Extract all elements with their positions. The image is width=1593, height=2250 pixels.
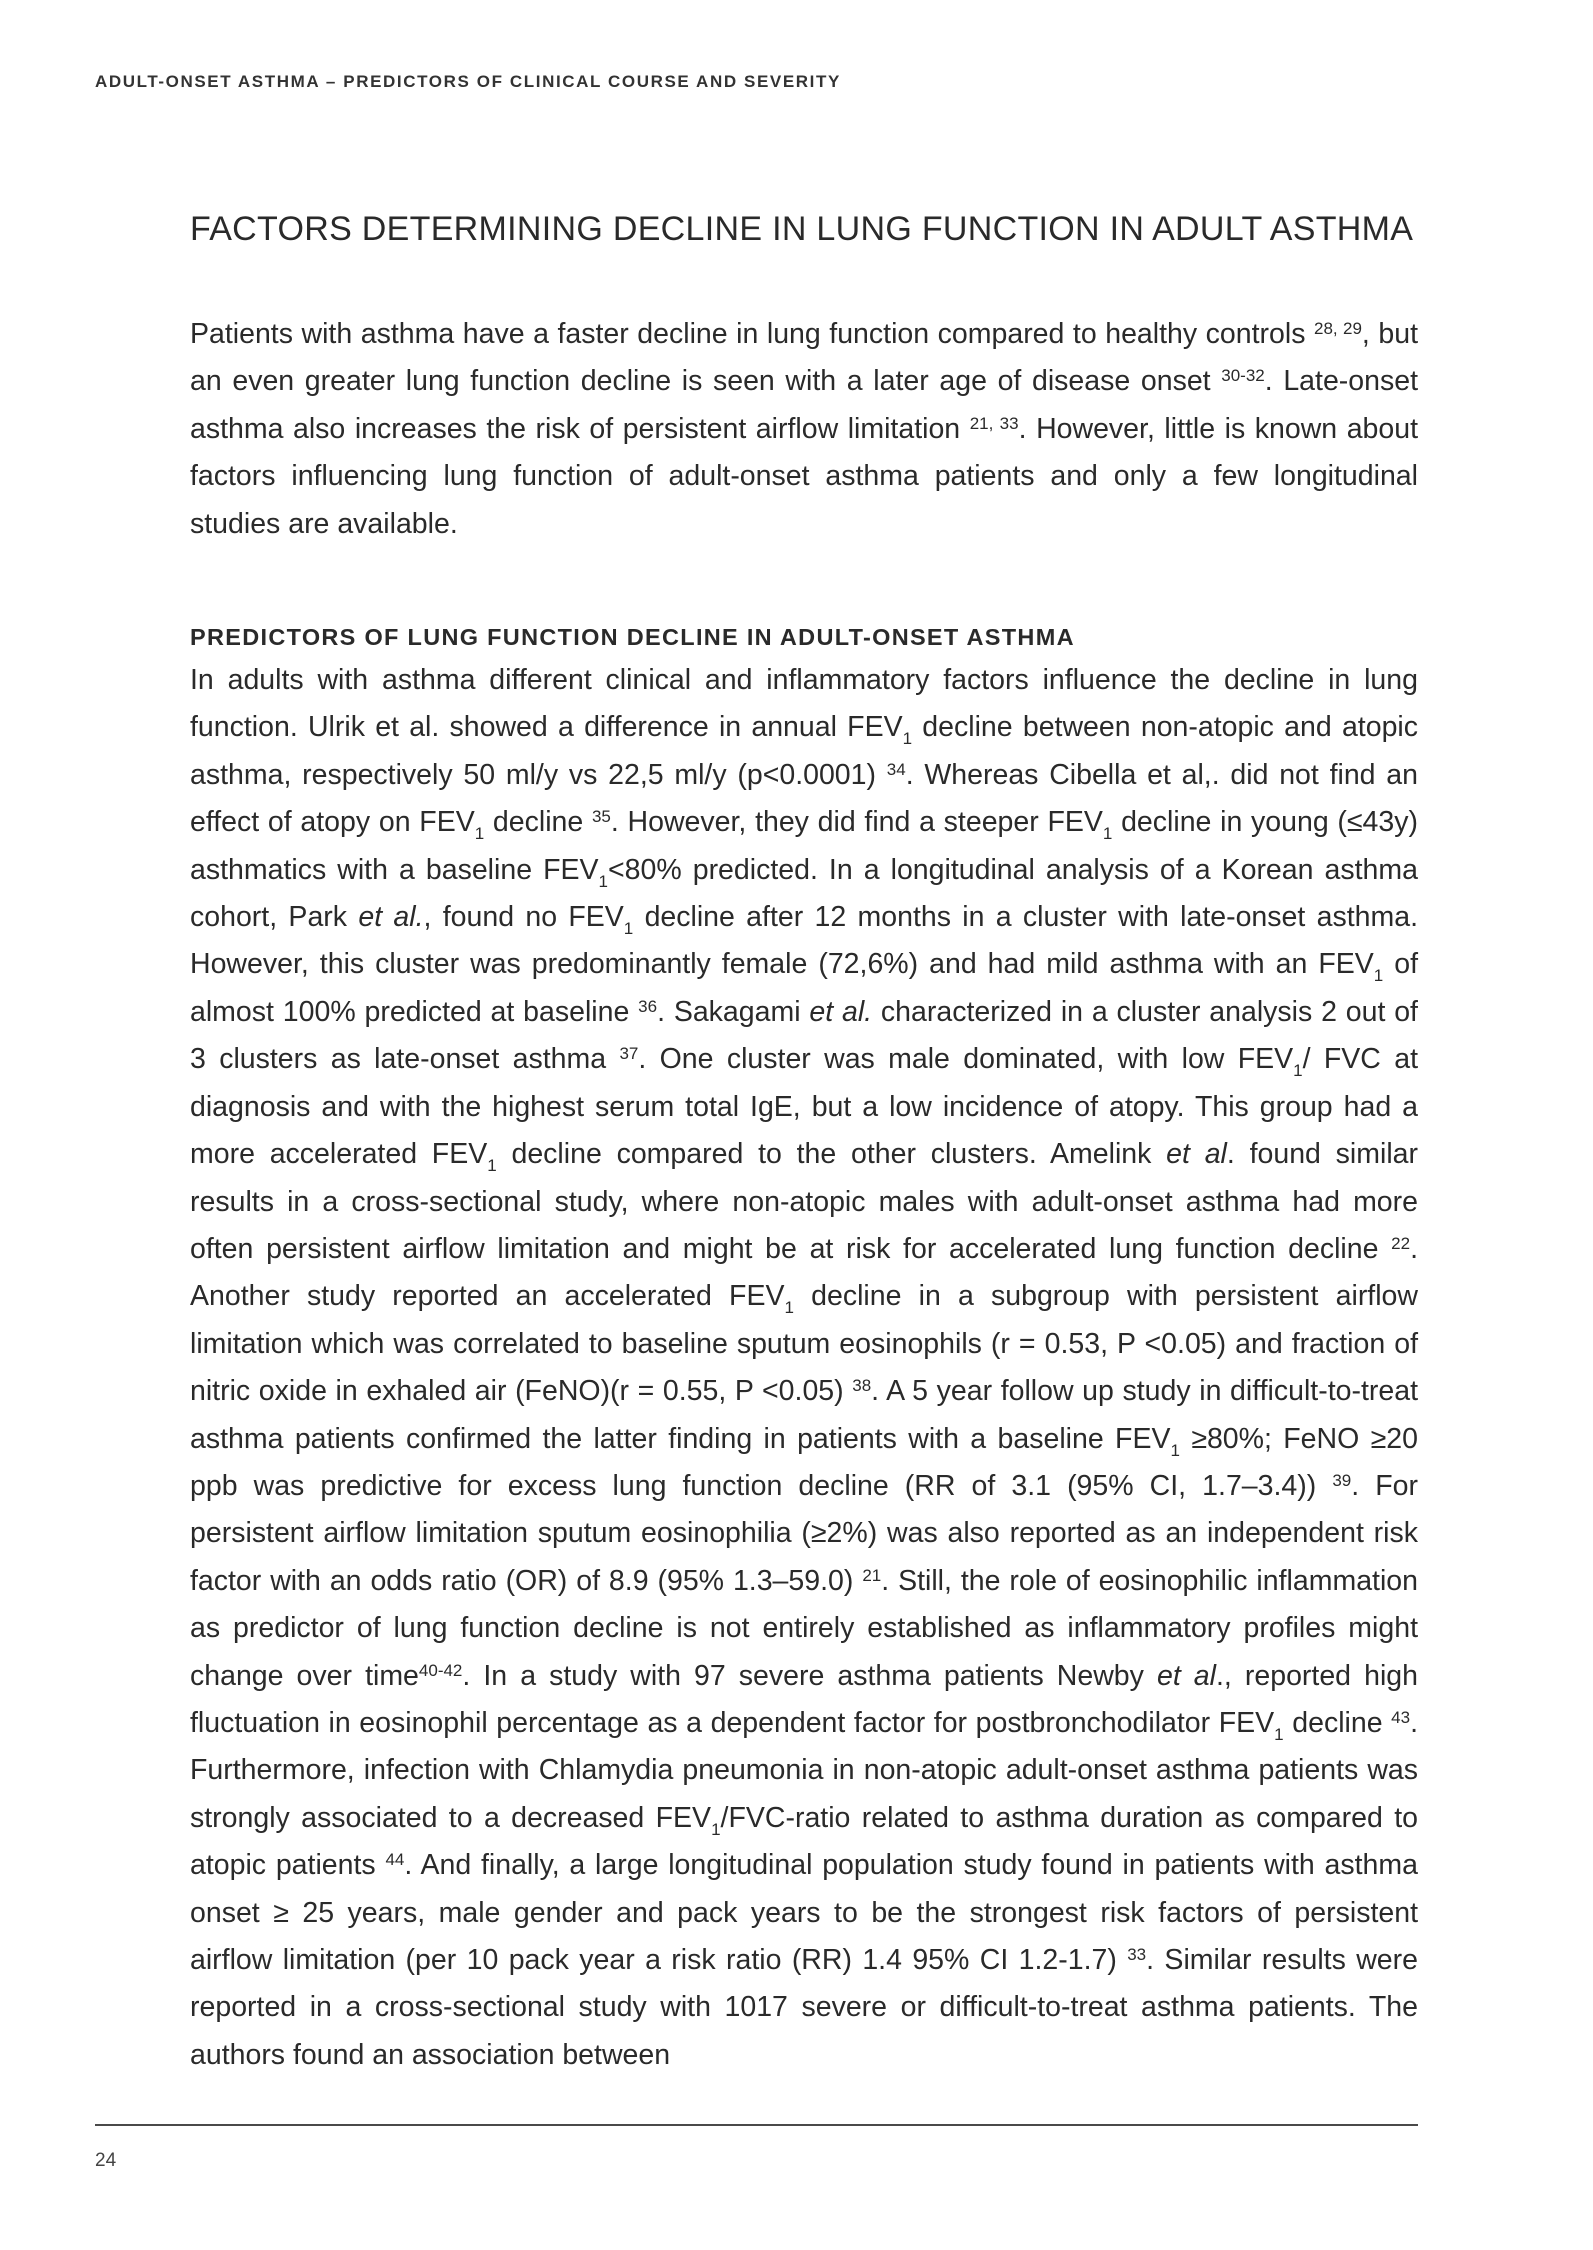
intro-paragraph: Patients with asthma have a faster decline in lung function compared to healthy controls $^{28, 29}$, but an even greater lung function decline is seen with a later age of disease onset $^{30-32}$. Late-onset asthma also increases the risk of persistent airflow limitation $^{21, 33}$. However, little is known about factors influencing lung function of adult-onset asthma patients and only a few longitudinal studies are available. xyxy=(190,318,1419,540)
citation-ref: 37 xyxy=(619,1044,639,1064)
subscript: 1 xyxy=(784,1298,794,1318)
citation-ref: 34 xyxy=(886,759,906,779)
citation-ref: 36 xyxy=(638,996,658,1016)
subscript: 1 xyxy=(474,824,485,844)
italic-text: et al xyxy=(1166,1138,1227,1171)
page-content xyxy=(190,190,1418,2079)
subscript: 1 xyxy=(1102,824,1113,844)
subscript: 1 xyxy=(711,1819,721,1839)
citation-ref: 33 xyxy=(1127,1945,1147,1964)
subscript: 1 xyxy=(902,729,913,749)
footer-divider xyxy=(95,2124,1418,2126)
italic-text: et al. xyxy=(809,995,873,1028)
citation-ref: 35 xyxy=(591,807,611,827)
subsection-title: PREDICTORS OF LUNG FUNCTION DECLINE IN ADULT-ONSET ASTHMA xyxy=(190,624,1075,651)
subscript: 1 xyxy=(1293,1061,1303,1081)
body-paragraph: In adults with asthma different clinical and inflammatory factors influence the decline in lung function. Ulrik et al. showed a difference in annual $FEV_1$ decline between non-atopic and atopic asthma, respectively 50 ml/y vs 22,5 ml/y (p<0.0001) $^{34}$. Whereas Cibella et al,. did not find an effect of atopy on $FEV_1$ decline $^{35}$. However, they did find a steeper $FEV_1$ decline in young (≤43y) asthmatics with a baseline $FEV_1<80\%$ predicted. In a longitudinal analysis of a Korean asthma cohort, Park et al., found no $FEV_1$ decline after 12 months in a cluster with late-onset asthma. However, this cluster was predominantly female (72,6%) and had mild asthma with an $FEV_1$ of almost 100% predicted at baseline $^{36}$. Sakagami et al. characterized in a cluster analysis 2 out of 3 clusters as late-onset asthma $^{37}$. One cluster was male dominated, with low $FEV_1/$ FVC at diagnosis and with the highest serum total IgE, but a low incidence of atopy. This group had a more accelerated $FEV_1$ decline compared to the other clusters. Amelink et al. found similar results in a cross-sectional study, where non-atopic males with adult-onset asthma had more often persistent airflow limitation and might be at risk for accelerated lung function decline $^{22}$. Another study reported an accelerated $FEV_1$ decline in a subgroup with persistent airflow limitation which was correlated to baseline sputum eosinophils (r = 0.53, P <0.05) and fraction of nitric oxide in exhaled air (FeNO)(r = 0.55, P <0.05) $^{38}$. A 5 year follow up study in difficult-to-treat asthma patients confirmed the latter finding in patients with a baseline $FEV_1 \ge 80\%$; FeNO ≥20 ppb was predictive for excess lung function decline (RR of 3.1 (95% CI, 1.7–3.4)) $^{39}$. For persistent airflow limitation sputum eosinophilia (≥2%) was also reported as an independent risk factor with an odds ratio (OR) of 8.9 (95% 1.3–59.0) $^{21}$. Still, the role of eosinophilic inflammation as predictor of lung function decline is not entirely established as inflammatory profiles might change over time$^{40-42}$. In a study with 97 severe asthma patients Newby et al., reported high fluctuation in eosinophil percentage as a dependent factor for postbronchodilator $FEV_1$ decline $^{43}$. Furthermore, infection with Chlamydia pneumonia in non-atopic adult-onset asthma patients was strongly associated to a decreased $FEV_1/FVC$-ratio related to asthma duration as compared to atopic patients $^{44}$. And finally, a large longitudinal population study found in patients with asthma onset ≥ 25 years, male gender and pack years to be the strongest risk factors of persistent airflow limitation (per 10 pack year a risk ratio (RR) 1.4 95% CI 1.2-1.7) $^{33}$. Similar results were reported in a cross-sectional study with 1017 severe or difficult-to-treat asthma patients. The authors found an association between xyxy=(190,664,1419,2071)
citation-ref: 44 xyxy=(385,1850,405,1870)
running-header: ADULT-ONSET ASTHMA – PREDICTORS OF CLINICAL COURSE AND SEVERITY xyxy=(95,72,841,91)
citation-ref: 21 xyxy=(862,1565,882,1585)
citation-ref: 30-32 xyxy=(1221,366,1265,386)
citation-ref: 43 xyxy=(1391,1707,1411,1727)
italic-text: et al. xyxy=(358,901,424,934)
subscript: 1 xyxy=(1170,1440,1180,1460)
citation-ref: 38 xyxy=(852,1376,872,1396)
italic-text: et al xyxy=(1156,1659,1216,1692)
subscript: 1 xyxy=(598,871,608,891)
subscript: 1 xyxy=(1274,1724,1284,1744)
subscript: 1 xyxy=(623,919,634,939)
citation-ref: 28, 29 xyxy=(1314,319,1362,338)
page-number: 24 xyxy=(95,2150,117,2171)
subscript: 1 xyxy=(487,1156,497,1176)
citation-ref: 21, 33 xyxy=(969,413,1019,433)
citation-ref: 39 xyxy=(1332,1470,1352,1490)
citation-ref: 22 xyxy=(1391,1233,1411,1253)
section-title: FACTORS DETERMINING DECLINE IN LUNG FUNCTION IN ADULT ASTHMA xyxy=(190,210,1414,248)
subscript: 1 xyxy=(1373,966,1384,986)
citation-ref: 40-42 xyxy=(418,1660,463,1680)
